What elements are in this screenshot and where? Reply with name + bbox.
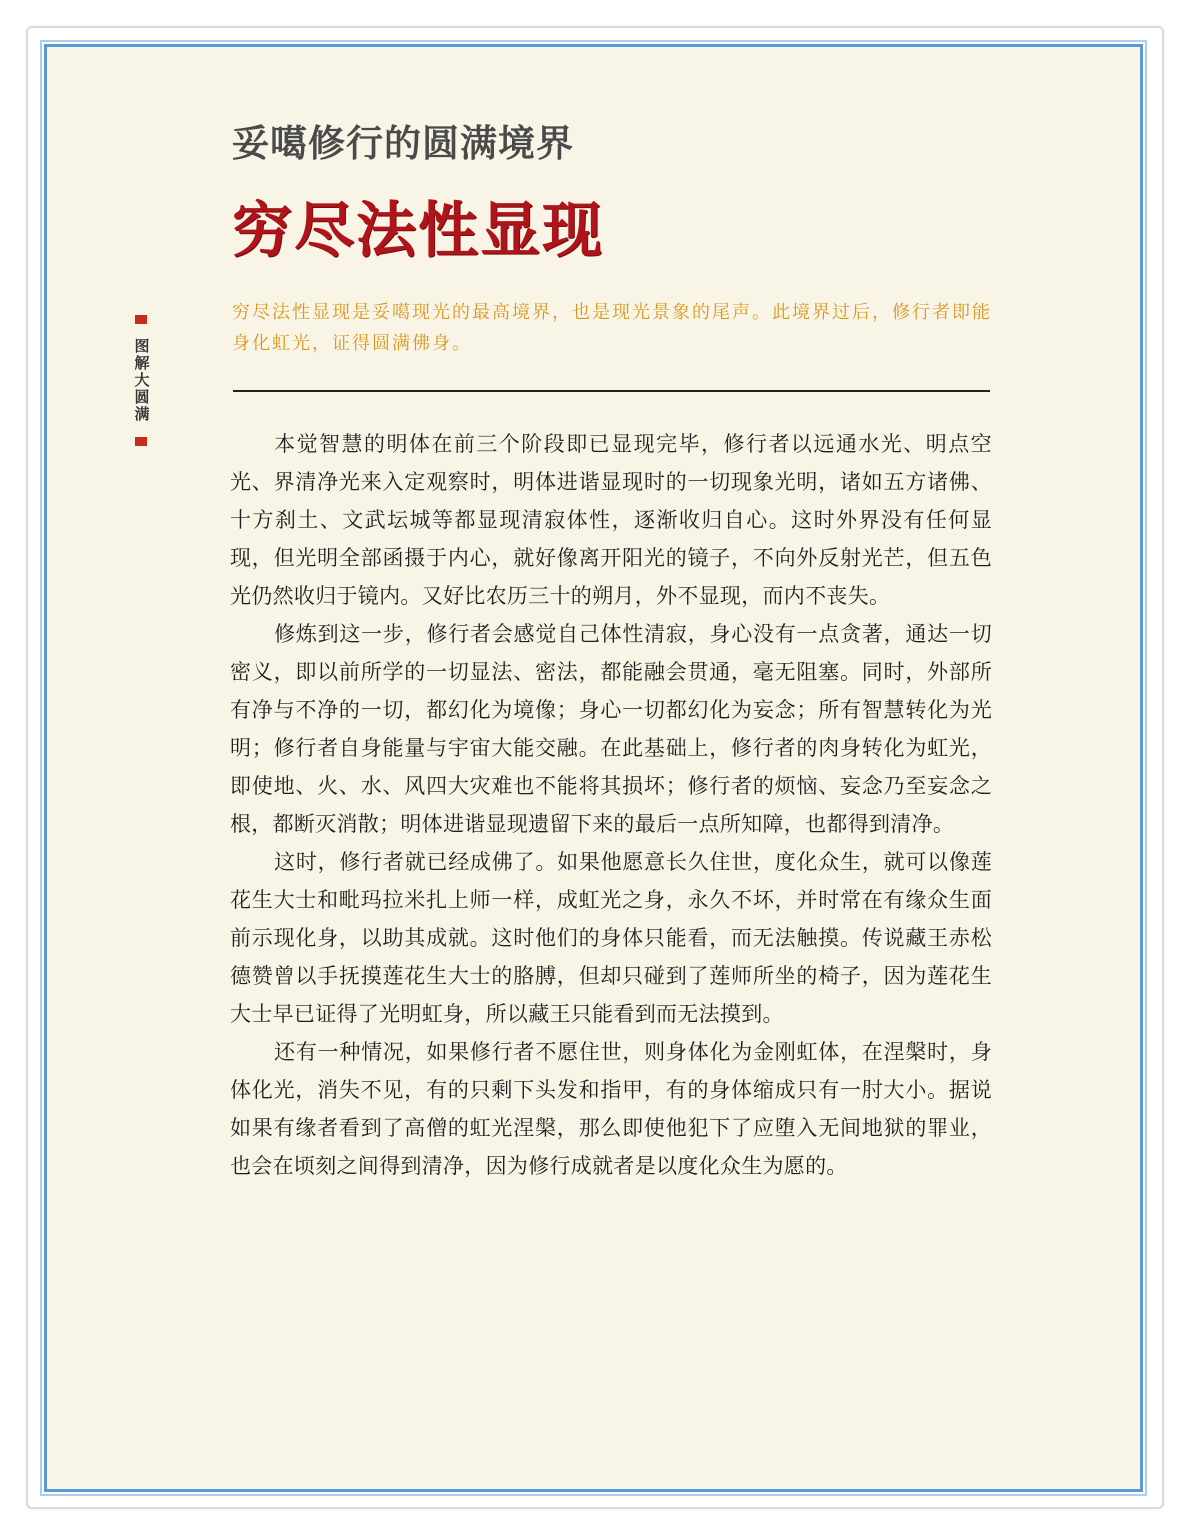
page-title: 穷尽法性显现 [232, 196, 604, 266]
side-tab-top-mark [135, 315, 147, 324]
paragraph-1: 本觉智慧的明体在前三个阶段即已显现完毕，修行者以远通水光、明点空光、界清净光来入定观察时，明体进谐显现时的一切现象光明，诸如五方诸佛、十方刹土、文武坛城等都显现清寂体性，逐渐收归自心。这时外界没有任何显现，但光明全部函摄于内心，就好像离开阳光的镜子，不向外反射光芒，但五色光仍然收归于镜内。又好比农历三十的朔月，外不显现，而内不丧失。 [230, 432, 992, 608]
paragraph-4: 还有一种情况，如果修行者不愿住世，则身体化为金刚虹体，在涅槃时，身体化光，消失不见，有的只剩下头发和指甲，有的身体缩成只有一肘大小。据说如果有缘者看到了高僧的虹光涅槃，那么即使他犯下了应堕入无间地狱的罪业，也会在顷刻之间得到清净，因为修行成就者是以度化众生为愿的。 [230, 1040, 992, 1178]
side-tab [131, 315, 151, 446]
intro-summary: 穷尽法性显现是妥噶现光的最高境界，也是现光景象的尾声。此境界过后，修行者即能身化虹光，证得圆满佛身。 [232, 302, 992, 354]
paragraph-2: 修炼到这一步，修行者会感觉自己体性清寂，身心没有一点贪著，通达一切密义，即以前所学的一切显法、密法，都能融会贯通，毫无阻塞。同时，外部所有净与不净的一切，都幻化为境像；身心一切都幻化为妄念；所有智慧转化为光明；修行者自身能量与宇宙大能交融。在此基础上，修行者的肉身转化为虹光，即使地、火、水、风四大灾难也不能将其损坏；修行者的烦恼、妄念乃至妄念之根，都断灭消散；明体进谐显现遗留下来的最后一点所知障，也都得到清净。 [230, 622, 992, 836]
body-text [230, 425, 992, 1185]
side-tab-label: 图解大圆满 [132, 338, 151, 423]
book-page [44, 44, 1143, 1492]
section-title: 妥噶修行的圆满境界 [232, 122, 574, 165]
paragraph-3: 这时，修行者就已经成佛了。如果他愿意长久住世，度化众生，就可以像莲花生大士和毗玛拉米扎上师一样，成虹光之身，永久不坏，并时常在有缘众生面前示现化身，以助其成就。这时他们的身体只能看，而无法触摸。传说藏王赤松德赞曾以手抚摸莲花生大士的胳膊，但却只碰到了莲师所坐的椅子，因为莲花生大士早已证得了光明虹身，所以藏王只能看到而无法摸到。 [230, 850, 992, 1026]
side-tab-bottom-mark [135, 437, 147, 446]
divider-line [233, 390, 990, 392]
